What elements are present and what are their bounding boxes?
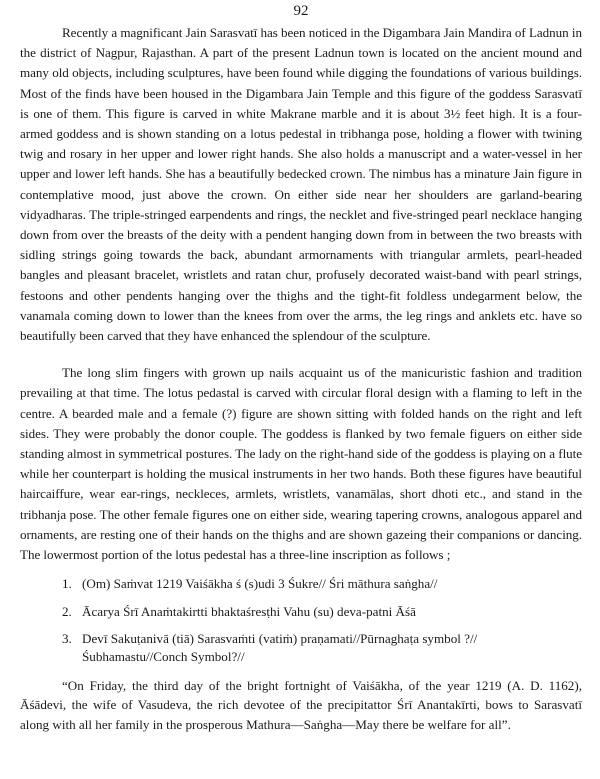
page-number: 92 [293, 3, 309, 19]
paragraph-sarasvati-description: Recently a magnificant Jain Sarasvatī has been noticed in the Digambara Jain Mandira of Ladnun in the district of Nagpur, Rajasthan. A part of the present Ladnun town is located on the ancient mound and many old objects, including sculptures, have been found while digging the foundations of various buildings. Most of the finds have been housed in the Digambara Jain Temple and this figure of the goddess Sarasvatī is one of them. This figure is carved in white Makrane marble and it is about 3½ feet high. It is a four-armed goddess and is shown standing on a lotus pedestal in tribhanga pose, holding a flower with twining twig and rosary in her upper and lower right hands. She also holds a manuscript and a water-vessel in her upper and lower left hands. She has a beautifully bedecked crown. The nimbus has a minature Jain figure in contemplative mood, just above the crown. On either side near her shoulders are garland-bearing vidyadharas. The triple-stringed earpendents and rings, the necklet and five-stringed pearl necklace hanging down from over the breasts of the deity with a pendent hanging down from in between the two breasts with sidling strings going towards the back, abundant armornaments with triangular armlets, pearl-headed bangles and pleasant bracelet, wristlets and ratan chur, profusely decorated waist-band with pearl strings, festoons and other pendents hanging over the thighs and the tight-fit foldless undegarment below, the vanamala coming down to lower than the knees from over the arms, the leg rings and anklets etc. have so beautifully been carved that they have enhanced the splendour of the sculpture. [20, 25, 582, 344]
list-item-number: 2. [62, 603, 72, 619]
list-item-number: 3. [62, 631, 72, 647]
list-item [20, 630, 582, 666]
list-item-number: 1. [62, 576, 72, 592]
list-item-text: (Om) Saṁvat 1219 Vaiśākha ś (s)udi 3 Śukre// Śri māthura saṅgha// [82, 576, 438, 592]
list-item [20, 603, 582, 621]
inscription-translation-quote: “On Friday, the third day of the bright fortnight of Vaiśākha, of the year 1219 (A. D. 1162), Āśādevi, the wife of Vasudeva, the rich devotee of the precipitattor Śrī Anantakīrti, bows to Sarasvatī along with all her family in the prosperous Mathura—Saṅgha—May there be welfare for all”. [20, 677, 582, 732]
list-item-text: Ācarya Śrī Anaṁtakirtti bhaktaśresṭhi Vahu (su) deva-patni Āśā [82, 603, 416, 619]
inscription-list [20, 575, 582, 666]
paragraph-pedestal-description: The long slim fingers with grown up nails acquaint us of the manicuristic fashion and tradition prevailing at that time. The lotus pedastal is carved with circular floral design with a flaming to left in the centre. A bearded male and a female (?) figure are shown sitting with folded hands on the right and left sides. They were probably the donor couple. The goddess is flanked by two female figuers on either side standing almost in symmetrical postures. The lady on the right-hand side of the goddess is playing on a flute while her counterpart is holding the musical instruments in her two hands. Both these figures have beautiful haircaiffure, wear ear-rings, neckleces, armlets, wristlets, vanamālas, short dhoti etc., and stand in the tribhanja pose. The other female figures one on either side, wearing tapering crowns, analogous apparel and ornaments, are resting one of their hands on the thighs and are shown gazeing their companions or dancing. The lowermost portion of the lotus pedestal has a three-line inscription as follows ; [20, 365, 582, 563]
list-item [20, 575, 582, 593]
list-item-text: Devī Sakuṭanivā (tiā) Sarasvaṁti (vatiṁ) praṇamati//Pūrnaghaṭa symbol ?// Śubhamastu//Conch Symbol?// [82, 631, 478, 665]
